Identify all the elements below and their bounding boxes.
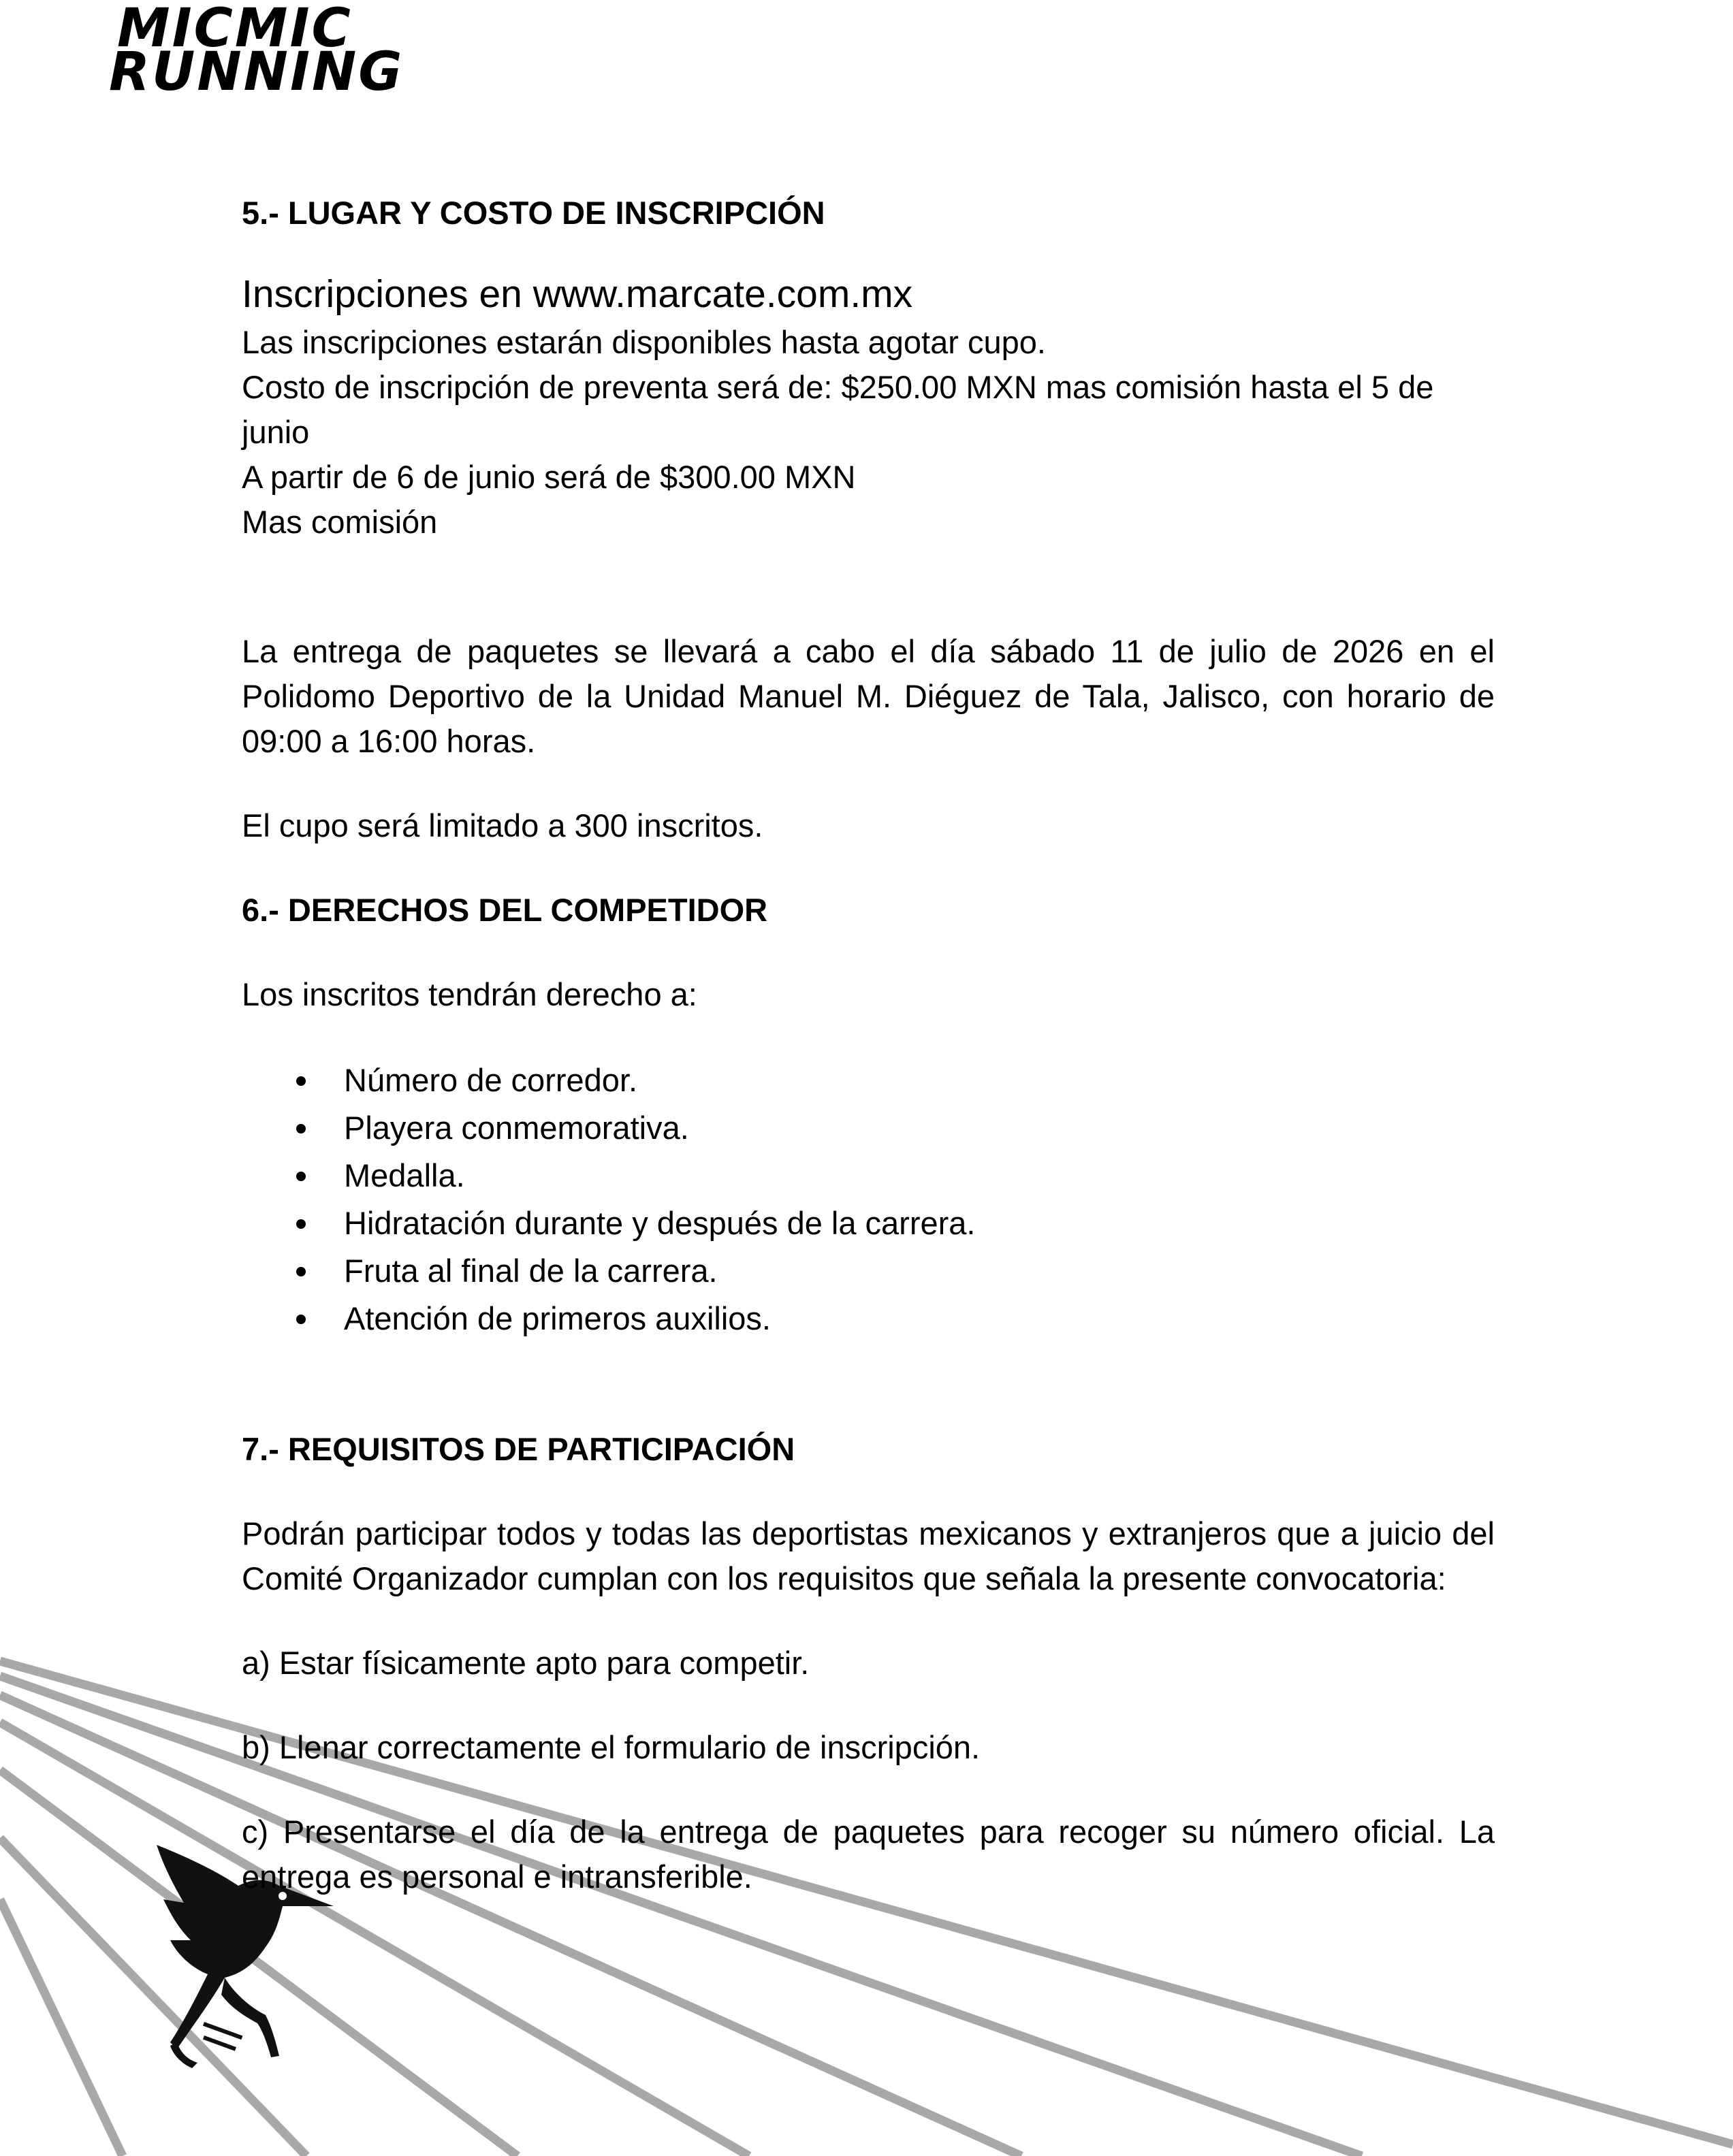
bullet-icon xyxy=(296,1219,306,1229)
bullet-icon xyxy=(296,1315,306,1324)
rights-list xyxy=(242,1057,1495,1342)
logo-line-1: MICMIC xyxy=(117,0,353,59)
section-6-title: 6.- DERECHOS DEL COMPETIDOR xyxy=(242,892,768,928)
package-delivery-text: La entrega de paquetes se llevará a cabo el día sábado 11 de julio de 2026 en el Polidomo Deportivo de la Unidad Manuel M. Diéguez de Tala, Jalisco, con horario de 09:00 a 16:00 horas. xyxy=(242,633,1495,759)
inscriptions-url-text: Inscripciones en www.marcate.com.mx xyxy=(242,272,913,316)
document-body xyxy=(242,191,1495,1899)
requirement-a: a) Estar físicamente apto para competir. xyxy=(242,1645,810,1681)
list-item: Fruta al final de la carrera. xyxy=(242,1247,1495,1295)
list-item: Hidratación durante y después de la carrera. xyxy=(242,1200,1495,1247)
bullet-icon xyxy=(296,1124,306,1133)
availability-text: Las inscripciones estarán disponibles hasta agotar cupo. xyxy=(242,324,1046,360)
regular-cost-text: A partir de 6 de junio será de $300.00 MXN xyxy=(242,459,856,495)
bullet-icon xyxy=(296,1076,306,1086)
list-item: Medalla. xyxy=(242,1152,1495,1200)
commission-text: Mas comisión xyxy=(242,504,438,540)
ray-line xyxy=(0,1899,123,2156)
rights-intro: Los inscritos tendrán derecho a: xyxy=(242,976,697,1012)
bullet-icon xyxy=(296,1172,306,1181)
bullet-icon xyxy=(296,1267,306,1276)
section-5-title: 5.- LUGAR Y COSTO DE INSCRIPCIÓN xyxy=(242,195,825,231)
requirement-b: b) Llenar correctamente el formulario de inscripción. xyxy=(242,1729,981,1765)
list-item: Atención de primeros auxilios. xyxy=(242,1295,1495,1342)
logo-line-2: RUNNING xyxy=(109,42,404,103)
capacity-text: El cupo será limitado a 300 inscritos. xyxy=(242,807,763,843)
presale-cost-text: Costo de inscripción de preventa será de: $250.00 MXN mas comisión hasta el 5 de junio xyxy=(242,369,1434,450)
list-item: Playera conmemorativa. xyxy=(242,1104,1495,1152)
list-item: Número de corredor. xyxy=(242,1057,1495,1104)
section-7-title: 7.- REQUISITOS DE PARTICIPACIÓN xyxy=(242,1431,795,1467)
requirements-intro: Podrán participar todos y todas las deportistas mexicanos y extranjeros que a juicio del Comité Organizador cumplan con los requisitos que señala la presente convocatoria: xyxy=(242,1515,1495,1596)
requirement-c: c) Presentarse el día de la entrega de paquetes para recoger su número oficial. La entrega es personal e intransferible. xyxy=(242,1814,1495,1895)
logo xyxy=(109,0,404,103)
